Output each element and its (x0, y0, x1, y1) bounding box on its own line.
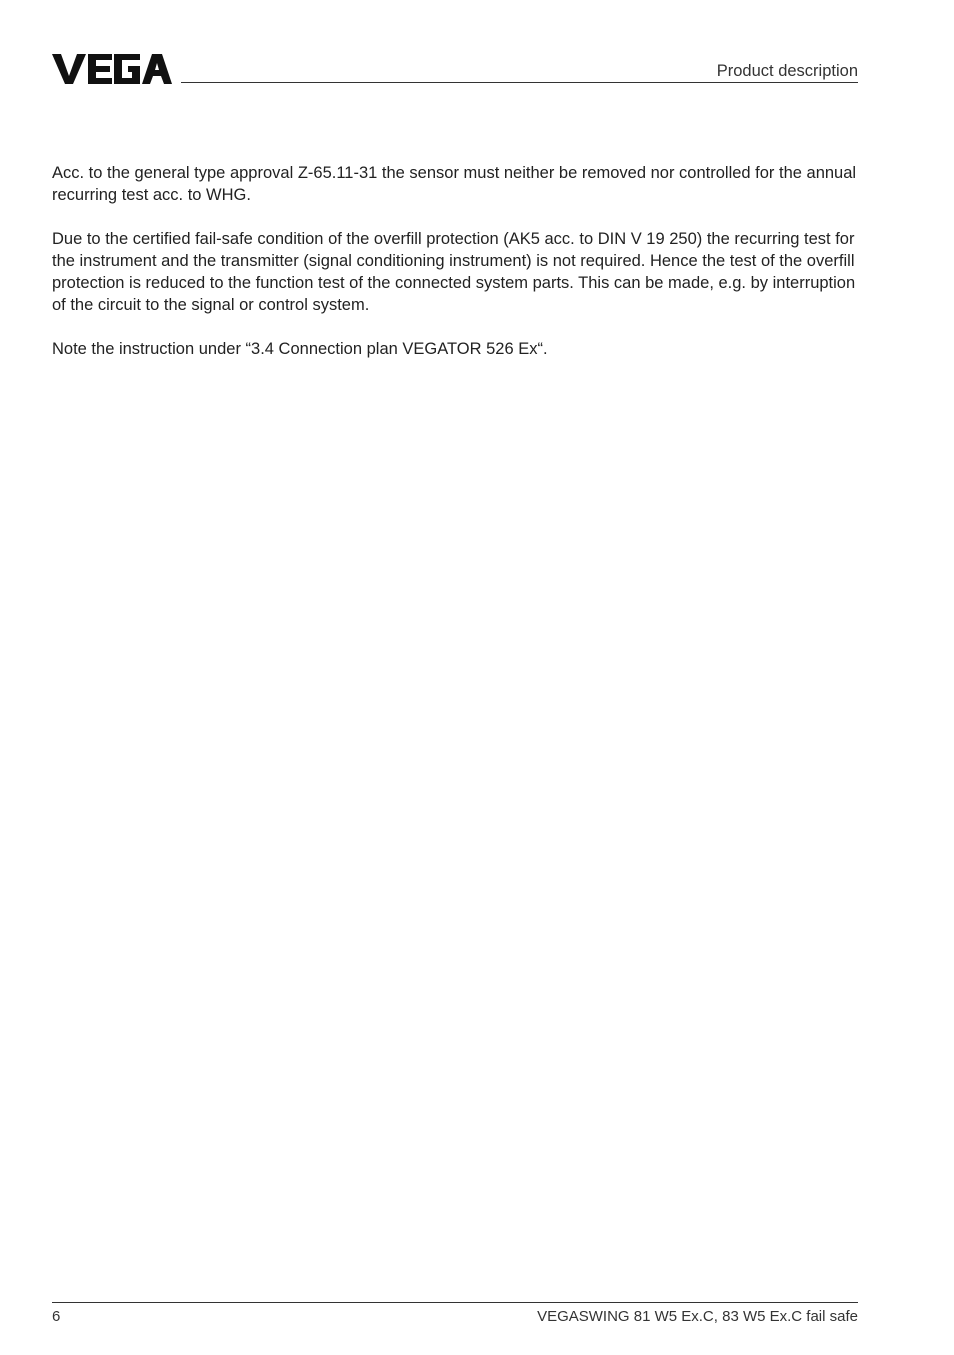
page-number: 6 (52, 1308, 61, 1325)
main-content (52, 162, 864, 382)
header-divider (181, 82, 858, 83)
footer-divider (52, 1302, 858, 1303)
vega-logo (52, 52, 172, 86)
paragraph-fail-safe: Due to the certified fail-safe condition of the overfill protection (AK5 acc. to DIN V 19 250) the recurring test for the instrument and the transmitter (signal conditioning instrument) is not required. Hence the test of the overfill protection is reduced to the function test of the connected system parts. This can be made, e.g. by interruption of the circuit to the signal or control system. (52, 230, 856, 314)
paragraph-type-approval: Acc. to the general type approval Z-65.11-31 the sensor must neither be removed nor controlled for the annual recurring test acc. to WHG. (52, 164, 857, 204)
section-title: Product description (716, 62, 858, 80)
logo-text (172, 52, 173, 53)
product-name: VEGASWING 81 W5 Ex.C, 83 W5 Ex.C fail safe (537, 1308, 858, 1325)
paragraph-note: Note the instruction under “3.4 Connection plan VEGATOR 526 Ex“. (52, 340, 548, 358)
